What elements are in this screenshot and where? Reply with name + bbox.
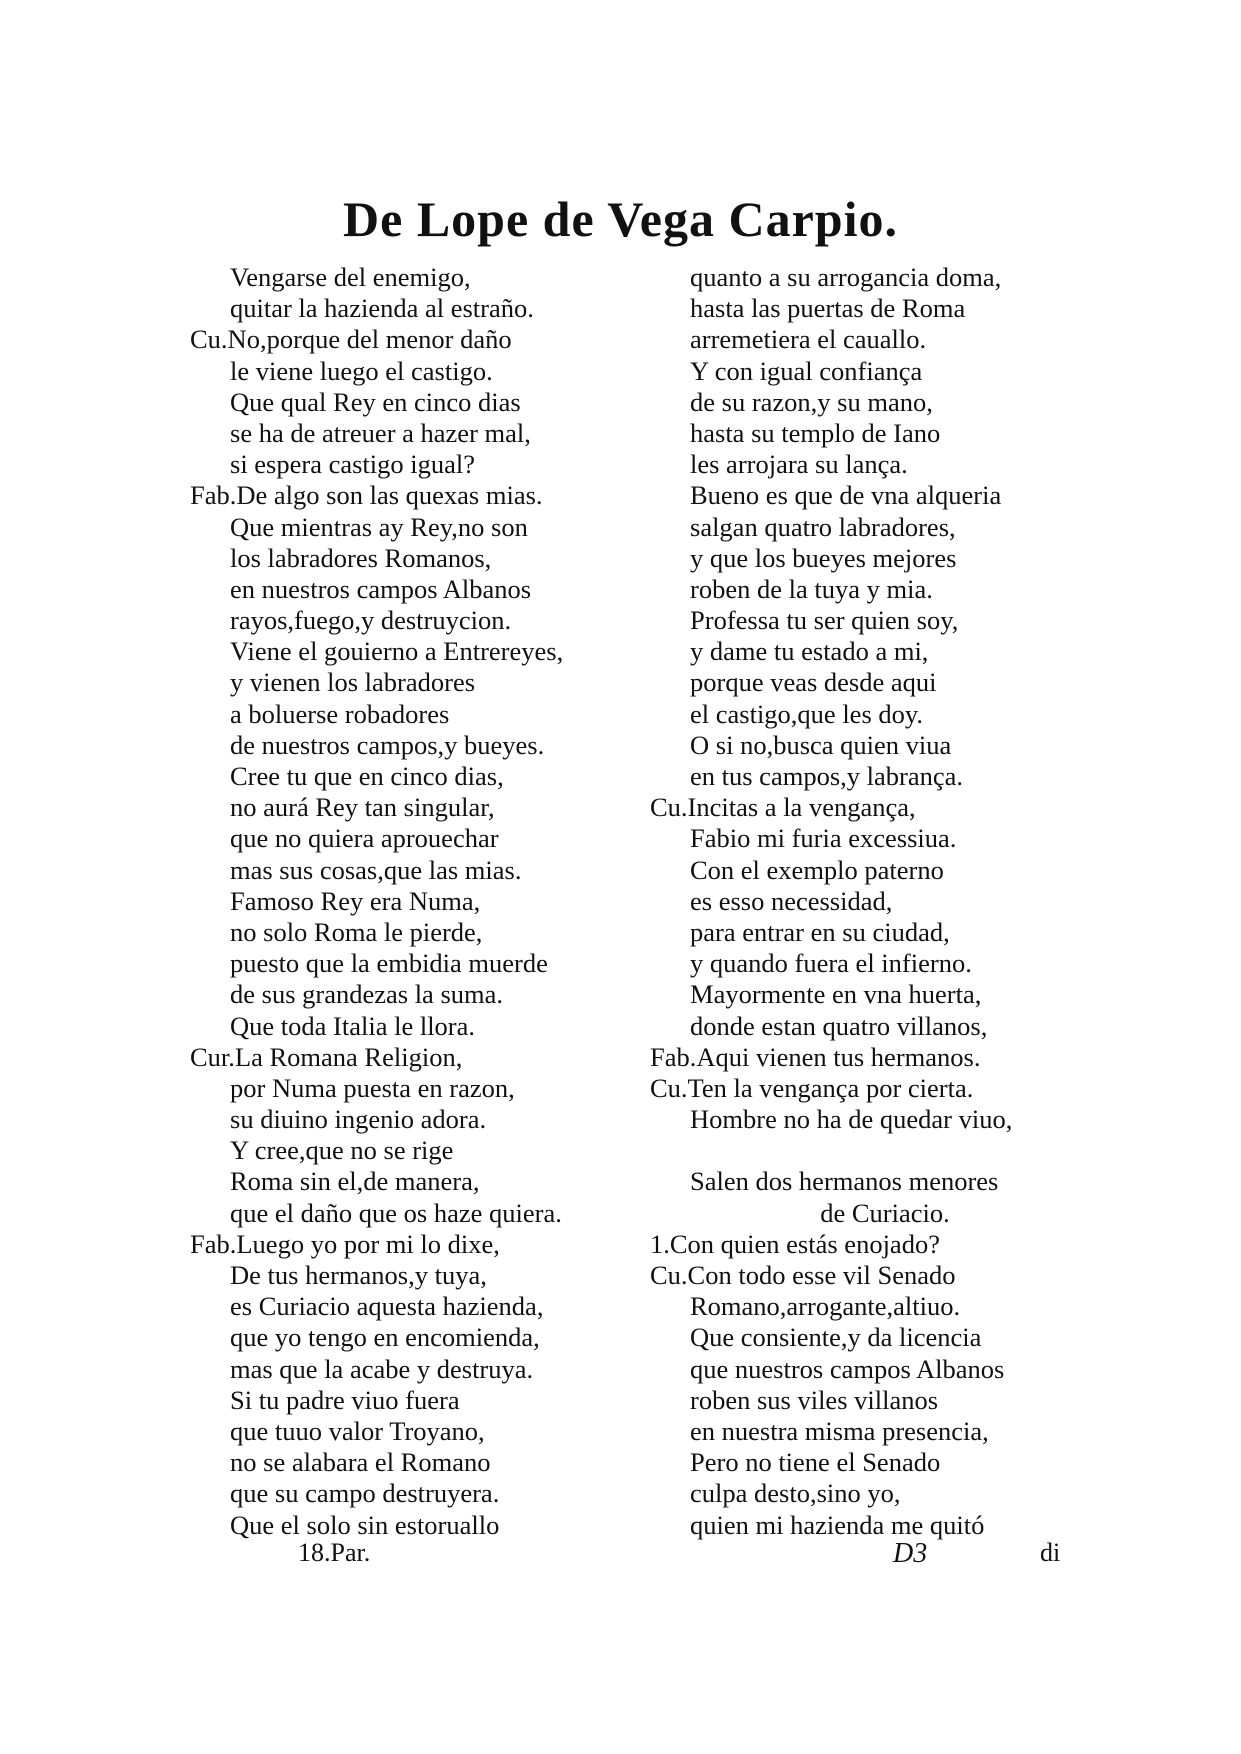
right-column	[650, 262, 1090, 1541]
verse-line: roben sus viles villanos	[690, 1384, 939, 1415]
verse-line: Con el exemplo paterno	[690, 854, 944, 885]
verse-line: en nuestra misma presencia,	[690, 1415, 989, 1446]
verse-line: puesto que la embidia muerde	[230, 948, 548, 979]
verse-line: Professa tu ser quien soy,	[690, 605, 959, 636]
verse-line: que nuestros campos Albanos	[690, 1353, 1005, 1384]
verse-line: Fabio mi furia excessiua.	[690, 823, 957, 854]
speaker-line: Fab.Luego yo por mi lo dixe,	[190, 1228, 500, 1259]
verse-line: rayos,fuego,y destruycion.	[230, 605, 512, 636]
speaker-line: Cu.Incitas a la vengança,	[650, 792, 916, 823]
verse-line: Vengarse del enemigo,	[230, 262, 471, 292]
verse-line: a boluerse robadores	[230, 698, 450, 729]
verse-line: de su razon,y su mano,	[690, 386, 933, 417]
verse-line: para entrar en su ciudad,	[690, 916, 950, 947]
verse-line: no aurá Rey tan singular,	[230, 792, 495, 823]
verse-line: que el daño que os haze quiera.	[230, 1197, 562, 1228]
verse-line: que yo tengo en encomienda,	[230, 1322, 540, 1353]
verse-line: por Numa puesta en razon,	[230, 1072, 515, 1103]
verse-line: Que el solo sin estoruallo	[230, 1509, 500, 1540]
verse-line: los labradores Romanos,	[230, 542, 492, 573]
verse-line: Si tu padre viuo fuera	[230, 1384, 460, 1415]
verse-line: salgan quatro labradores,	[690, 511, 956, 542]
verse-line: Y cree,que no se rige	[230, 1135, 454, 1166]
left-column	[190, 262, 650, 1541]
verse-line: el castigo,que les doy.	[690, 698, 924, 729]
verse-line: y que los bueyes mejores	[690, 542, 957, 573]
verse-line: es Curiacio aquesta hazienda,	[230, 1291, 544, 1322]
signature-mark: 18.Par.	[298, 1538, 371, 1567]
catchword: di	[1040, 1538, 1061, 1567]
verse-line: hasta las puertas de Roma	[690, 293, 966, 324]
verse-line: que tuuo valor Troyano,	[230, 1415, 485, 1446]
verse-line: en nuestros campos Albanos	[230, 573, 532, 604]
verse-line: de Curiacio.	[820, 1197, 950, 1228]
blank-line	[650, 1135, 1090, 1166]
verse-line: que no quiera aprouechar	[230, 823, 499, 854]
verse-line: Hombre no ha de quedar viuo,	[690, 1104, 1013, 1135]
verse-line: porque veas desde aqui	[690, 667, 937, 698]
verse-line: le viene luego el castigo.	[230, 355, 493, 386]
verse-line: quitar la hazienda al estraño.	[230, 293, 534, 324]
verse-line: su diuino ingenio adora.	[230, 1104, 487, 1135]
verse-line: Famoso Rey era Numa,	[230, 885, 481, 916]
verse-line: Romano,arrogante,altiuo.	[690, 1291, 961, 1322]
verse-line: hasta su templo de Iano	[690, 417, 941, 448]
verse-line: Que qual Rey en cinco dias	[230, 386, 521, 417]
speaker-line: Cur.La Romana Religion,	[190, 1041, 463, 1072]
verse-line: se ha de atreuer a hazer mal,	[230, 417, 531, 448]
verse-line: Mayormente en vna huerta,	[690, 979, 982, 1010]
verse-line: y vienen los labradores	[230, 667, 476, 698]
verse-line: de nuestros campos,y bueyes.	[230, 729, 545, 760]
verse-line: es esso necessidad,	[690, 885, 893, 916]
verse-line: Roma sin el,de manera,	[230, 1166, 480, 1197]
verse-line: y dame tu estado a mi,	[690, 636, 929, 667]
verse-line: no solo Roma le pierde,	[230, 916, 483, 947]
verse-line: quien mi hazienda me quitó	[690, 1509, 985, 1540]
verse-line: Salen dos hermanos menores	[690, 1166, 999, 1197]
verse-line: Que toda Italia le llora.	[230, 1010, 476, 1041]
verse-line: de sus grandezas la suma.	[230, 979, 504, 1010]
speaker-line: Fab.Aqui vienen tus hermanos.	[650, 1041, 981, 1072]
verse-line: arremetiera el cauallo.	[690, 324, 927, 355]
verse-line: Y con igual confiança	[690, 355, 923, 386]
verse-line: donde estan quatro villanos,	[690, 1010, 988, 1041]
verse-line: mas sus cosas,que las mias.	[230, 854, 522, 885]
verse-line: no se alabara el Romano	[230, 1447, 491, 1478]
verse-line: y quando fuera el infierno.	[690, 948, 972, 979]
speaker-line: Fab.De algo son las quexas mias.	[190, 480, 543, 511]
verse-line: mas que la acabe y destruya.	[230, 1353, 534, 1384]
verse-line: roben de la tuya y mia.	[690, 573, 933, 604]
verse-line: Viene el gouierno a Entrereyes,	[230, 636, 564, 667]
speaker-line: Cu.Con todo esse vil Senado	[650, 1260, 956, 1290]
verse-line: si espera castigo igual?	[230, 449, 476, 480]
verse-line: Que consiente,y da licencia	[690, 1322, 982, 1353]
page-title: De Lope de Vega Carpio.	[343, 191, 898, 247]
verse-line: Bueno es que de vna alqueria	[690, 480, 1002, 511]
verse-line: O si no,busca quien viua	[690, 729, 952, 760]
verse-line: Pero no tiene el Senado	[690, 1447, 941, 1478]
verse-line: que su campo destruyera.	[230, 1478, 500, 1509]
verse-line: culpa desto,sino yo,	[690, 1478, 901, 1509]
speaker-line: Cu.Ten la vengança por cierta.	[650, 1072, 974, 1103]
verse-line: les arrojara su lança.	[690, 449, 908, 480]
verse-line: en tus campos,y labrança.	[690, 761, 963, 791]
verse-line: Cree tu que en cinco dias,	[230, 761, 504, 791]
verse-line: Que mientras ay Rey,no son	[230, 511, 528, 542]
verse-line: quanto a su arrogancia doma,	[690, 262, 1002, 292]
speaker-line: Cu.No,porque del menor daño	[190, 324, 512, 355]
speaker-line: 1.Con quien estás enojado?	[650, 1228, 940, 1259]
sheet-mark: D3	[893, 1538, 928, 1569]
verse-line: De tus hermanos,y tuya,	[230, 1260, 487, 1290]
